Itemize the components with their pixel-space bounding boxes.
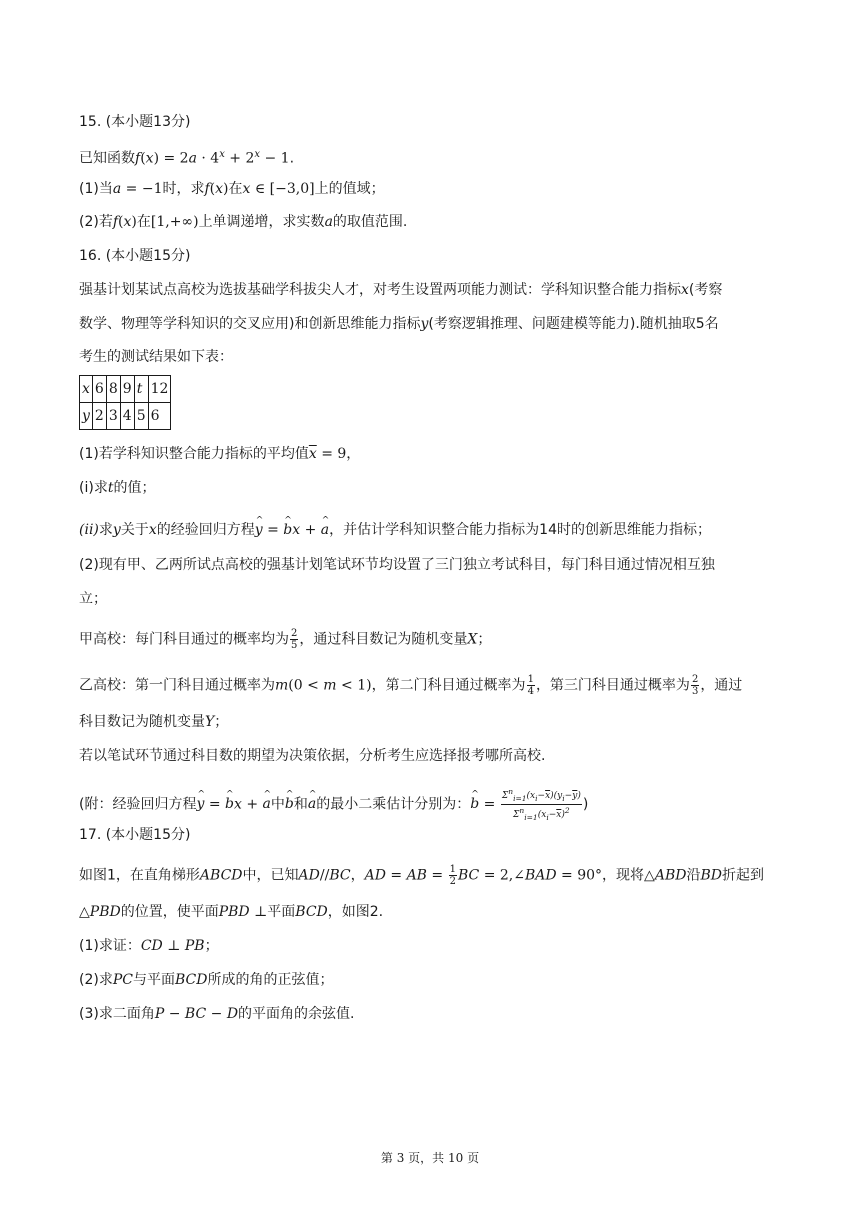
q16-intro-line1: 强基计划某试点高校为选拔基础学科拔尖人才，对考生设置两项能力测试：学科知识整合能力指标x(考察 bbox=[79, 282, 723, 298]
q16-school-jia: 甲高校：每门科目通过的概率均为 $\frac{2}{5}$ ，通过科目数记为随机变量X； bbox=[79, 628, 492, 651]
table-cell: y bbox=[80, 403, 93, 430]
q15-part1: (1)当a = −1时，求f(x)在x ∈ [−3,0]上的值域； bbox=[79, 181, 385, 197]
table-cell: 6 bbox=[148, 403, 171, 430]
table-cell: 3 bbox=[106, 403, 120, 430]
table-cell: 8 bbox=[106, 376, 120, 403]
q17-stem-line2: △PBD的位置，使平面PBD ⊥平面BCD，如图2. bbox=[79, 904, 384, 920]
page-footer: 第 3 页，共 10 页 bbox=[380, 1151, 480, 1165]
q16-decision: 若以笔试环节通过科目数的期望为决策依据，分析考生应选择报考哪所高校. bbox=[79, 748, 546, 764]
q15-part2: (2)若f(x)在[1,+∞)上单调递增，求实数a的取值范围. bbox=[79, 214, 408, 230]
q17-part2: (2)求PC与平面BCD所成的角的正弦值； bbox=[79, 972, 334, 988]
q16-appendix-note: (附：经验回归方程^ y = ^ bx + ^ a中^ b和^ a的最小二乘估计分别为：^ b = $\frac{\Sigma^n_{i=1}(x_i-\overline{x})(y_i-\overline{y})}{\Sigma^n_{i=1}(x_i-\overline{x})^2}$ ) bbox=[79, 786, 588, 823]
q17-part1: (1)求证：CD ⊥ PB； bbox=[79, 938, 219, 954]
table-cell: x bbox=[80, 376, 93, 403]
q17-stem-line1: 如图1，在直角梯形ABCD中，已知AD//BC，AD = AB = $\frac{1}{2}$ BC = 2,∠BAD = 90°，现将△ABD沿BD折起到 bbox=[79, 864, 764, 887]
q15-header: 15. (本小题13分) bbox=[79, 114, 191, 130]
q16-intro-line3: 考生的测试结果如下表： bbox=[79, 349, 233, 365]
q16-part1: (1)若学科知识整合能力指标的平均值$\overline{x} = 9$， bbox=[79, 446, 361, 462]
q16-part1-ii: (ii)求y关于x的经验回归方程^ y = ^ bx + ^ a，并估计学科知识整合能力指标为14时的创新思维能力指标； bbox=[79, 520, 711, 540]
q16-part2-line1: (2)现有甲、乙两所试点高校的强基计划笔试环节均设置了三门独立考试科目，每门科目通过情况相互独 bbox=[79, 557, 715, 573]
q17-header: 17. (本小题15分) bbox=[79, 827, 191, 843]
table-cell: 12 bbox=[148, 376, 171, 403]
q15-stem: 已知函数$f(x) = 2a \cdot 4^x + 2^x - 1$. bbox=[79, 149, 295, 167]
q16-school-yi-line2: 科目数记为随机变量Y； bbox=[79, 714, 229, 730]
table-cell: 5 bbox=[134, 403, 148, 430]
q17-part3: (3)求二面角P − BC − D的平面角的余弦值. bbox=[79, 1006, 355, 1022]
q16-header: 16. (本小题15分) bbox=[79, 248, 191, 264]
data-table bbox=[79, 375, 171, 430]
table-cell: 9 bbox=[120, 376, 134, 403]
q16-part2-line2: 立； bbox=[79, 591, 107, 607]
table-cell: 4 bbox=[120, 403, 134, 430]
table-cell: 6 bbox=[92, 376, 106, 403]
table-row-x bbox=[80, 376, 171, 403]
table-cell: 2 bbox=[92, 403, 106, 430]
q16-school-yi-line1: 乙高校：第一门科目通过概率为m(0 < m < 1)，第二门科目通过概率为 $\frac{1}{4}$ ，第三门科目通过概率为 $\frac{2}{3}$ ，通过 bbox=[79, 674, 743, 697]
table-row-y bbox=[80, 403, 171, 430]
q16-part1-i: (ⅰ)求t的值； bbox=[79, 480, 156, 496]
table-cell: t bbox=[134, 376, 148, 403]
q16-intro-line2: 数学、物理等学科知识的交叉应用)和创新思维能力指标y(考察逻辑推理、问题建模等能力).随机抽取5名 bbox=[79, 316, 719, 332]
